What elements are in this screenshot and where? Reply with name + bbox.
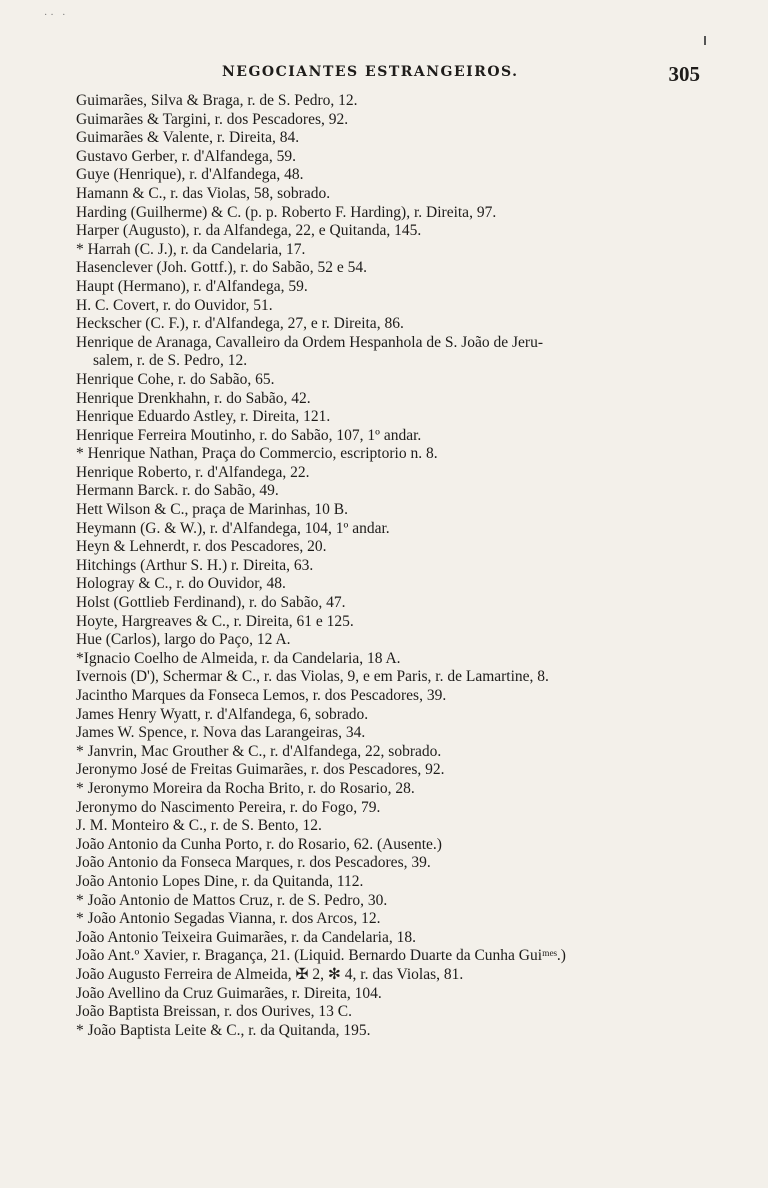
directory-entry: * Janvrin, Mac Grouther & C., r. d'Alfandega, 22, sobrado. xyxy=(76,742,442,760)
directory-entry: * João Antonio Segadas Vianna, r. dos Arcos, 12. xyxy=(76,910,381,928)
directory-entry: Guimarães, Silva & Braga, r. de S. Pedro, 12. xyxy=(76,92,358,109)
directory-entry: * João Antonio de Mattos Cruz, r. de S. Pedro, 30. xyxy=(76,891,388,909)
directory-entry: Jeronymo José de Freitas Guimarães, r. dos Pescadores, 92. xyxy=(76,761,445,779)
directory-entry: Hologray & C., r. do Ouvidor, 48. xyxy=(76,575,286,593)
directory-entry: João Augusto Ferreira de Almeida, ✠ 2, ✻ 4, r. das Violas, 81. xyxy=(76,965,464,983)
directory-entry: J. M. Monteiro & C., r. de S. Bento, 12. xyxy=(76,817,322,835)
directory-entry: Hoyte, Hargreaves & C., r. Direita, 61 e 125. xyxy=(76,612,354,630)
directory-entry: Jacintho Marques da Fonseca Lemos, r. dos Pescadores, 39. xyxy=(76,687,447,704)
running-header xyxy=(74,62,714,88)
directory-entry: Ivernois (D'), Schermar & C., r. das Violas, 9, e em Paris, r. de Lamartine, 8. xyxy=(76,668,549,686)
directory-entry: Hermann Barck. r. do Sabão, 49. xyxy=(76,482,279,500)
scan-mark xyxy=(704,36,706,45)
directory-entry: João Antonio Teixeira Guimarães, r. da Candelaria, 18. xyxy=(76,928,416,946)
directory-entry: * Jeronymo Moreira da Rocha Brito, r. do Rosario, 28. xyxy=(76,779,415,797)
directory-entry: Hett Wilson & C., praça de Marinhas, 10 B. xyxy=(76,501,349,519)
directory-entry: João Ant.º Xavier, r. Bragança, 21. (Liquid. Bernardo Duarte da Cunha Guiᵐᵉˢ.) xyxy=(76,947,566,965)
directory-entry: Henrique de Aranaga, Cavalleiro da Ordem Hespanhola de S. João de Jeru- xyxy=(76,333,543,351)
directory-entry: Gustavo Gerber, r. d'Alfandega, 59. xyxy=(76,147,296,165)
directory-entry: Hitchings (Arthur S. H.) r. Direita, 63. xyxy=(76,556,314,574)
directory-entry: James Henry Wyatt, r. d'Alfandega, 6, sobrado. xyxy=(76,705,369,723)
directory-entry: Henrique Eduardo Astley, r. Direita, 121. xyxy=(76,408,331,426)
directory-entry: João Antonio da Fonseca Marques, r. dos Pescadores, 39. xyxy=(76,854,431,872)
page-number: 305 xyxy=(668,62,700,86)
directory-entry: Heymann (G. & W.), r. d'Alfandega, 104, 1º andar. xyxy=(76,519,390,537)
directory-entry: *Ignacio Coelho de Almeida, r. da Candelaria, 18 A. xyxy=(76,649,401,667)
directory-entry: Henrique Roberto, r. d'Alfandega, 22. xyxy=(76,463,310,481)
directory-entry: Henrique Cohe, r. do Sabão, 65. xyxy=(76,370,275,388)
directory-entry: João Antonio da Cunha Porto, r. do Rosario, 62. (Ausente.) xyxy=(76,835,442,853)
directory-entry: H. C. Covert, r. do Ouvidor, 51. xyxy=(76,296,273,314)
directory-entry: Hamann & C., r. das Violas, 58, sobrado. xyxy=(76,184,331,202)
directory-entry: Jeronymo do Nascimento Pereira, r. do Fogo, 79. xyxy=(76,798,381,816)
directory-entry: * Henrique Nathan, Praça do Commercio, escriptorio n. 8. xyxy=(76,445,438,463)
directory-entry: João Baptista Breissan, r. dos Ourives, 13 C. xyxy=(76,1003,352,1021)
directory-entry: Guimarães & Valente, r. Direita, 84. xyxy=(76,129,300,147)
directory-entry: Heyn & Lehnerdt, r. dos Pescadores, 20. xyxy=(76,538,327,556)
directory-entry: Henrique Ferreira Moutinho, r. do Sabão, 107, 1º andar. xyxy=(76,426,422,444)
directory-entry: Heckscher (C. F.), r. d'Alfandega, 27, e r. Direita, 86. xyxy=(76,315,404,333)
directory-entry: Guimarães & Targini, r. dos Pescadores, 92. xyxy=(76,110,349,128)
directory-entry: * Harrah (C. J.), r. da Candelaria, 17. xyxy=(76,240,306,258)
directory-entry: João Antonio Lopes Dine, r. da Quitanda, 112. xyxy=(76,872,364,890)
directory-entry: James W. Spence, r. Nova das Larangeiras, 34. xyxy=(76,724,366,742)
directory-entry: Haupt (Hermano), r. d'Alfandega, 59. xyxy=(76,277,308,295)
section-title: NEGOCIANTES ESTRANGEIROS. xyxy=(222,64,519,80)
directory-entry: * João Baptista Leite & C., r. da Quitanda, 195. xyxy=(76,1021,371,1039)
directory-entry: Harper (Augusto), r. da Alfandega, 22, e Quitanda, 145. xyxy=(76,222,422,240)
directory-entry: salem, r. de S. Pedro, 12. xyxy=(93,352,248,370)
directory-entry: Guye (Henrique), r. d'Alfandega, 48. xyxy=(76,166,304,184)
directory-entry: Henrique Drenkhahn, r. do Sabão, 42. xyxy=(76,389,311,407)
directory-entry: Hue (Carlos), largo do Paço, 12 A. xyxy=(76,631,291,649)
scan-mark: ·· · xyxy=(44,10,69,21)
merchant-list xyxy=(76,92,716,1040)
directory-entry: João Avellino da Cruz Guimarães, r. Direita, 104. xyxy=(76,984,382,1002)
directory-entry: Holst (Gottlieb Ferdinand), r. do Sabão, 47. xyxy=(76,594,346,612)
directory-entry: Harding (Guilherme) & C. (p. p. Roberto F. Harding), r. Direita, 97. xyxy=(76,203,497,221)
directory-entry: Hasenclever (Joh. Gottf.), r. do Sabão, 52 e 54. xyxy=(76,259,367,277)
